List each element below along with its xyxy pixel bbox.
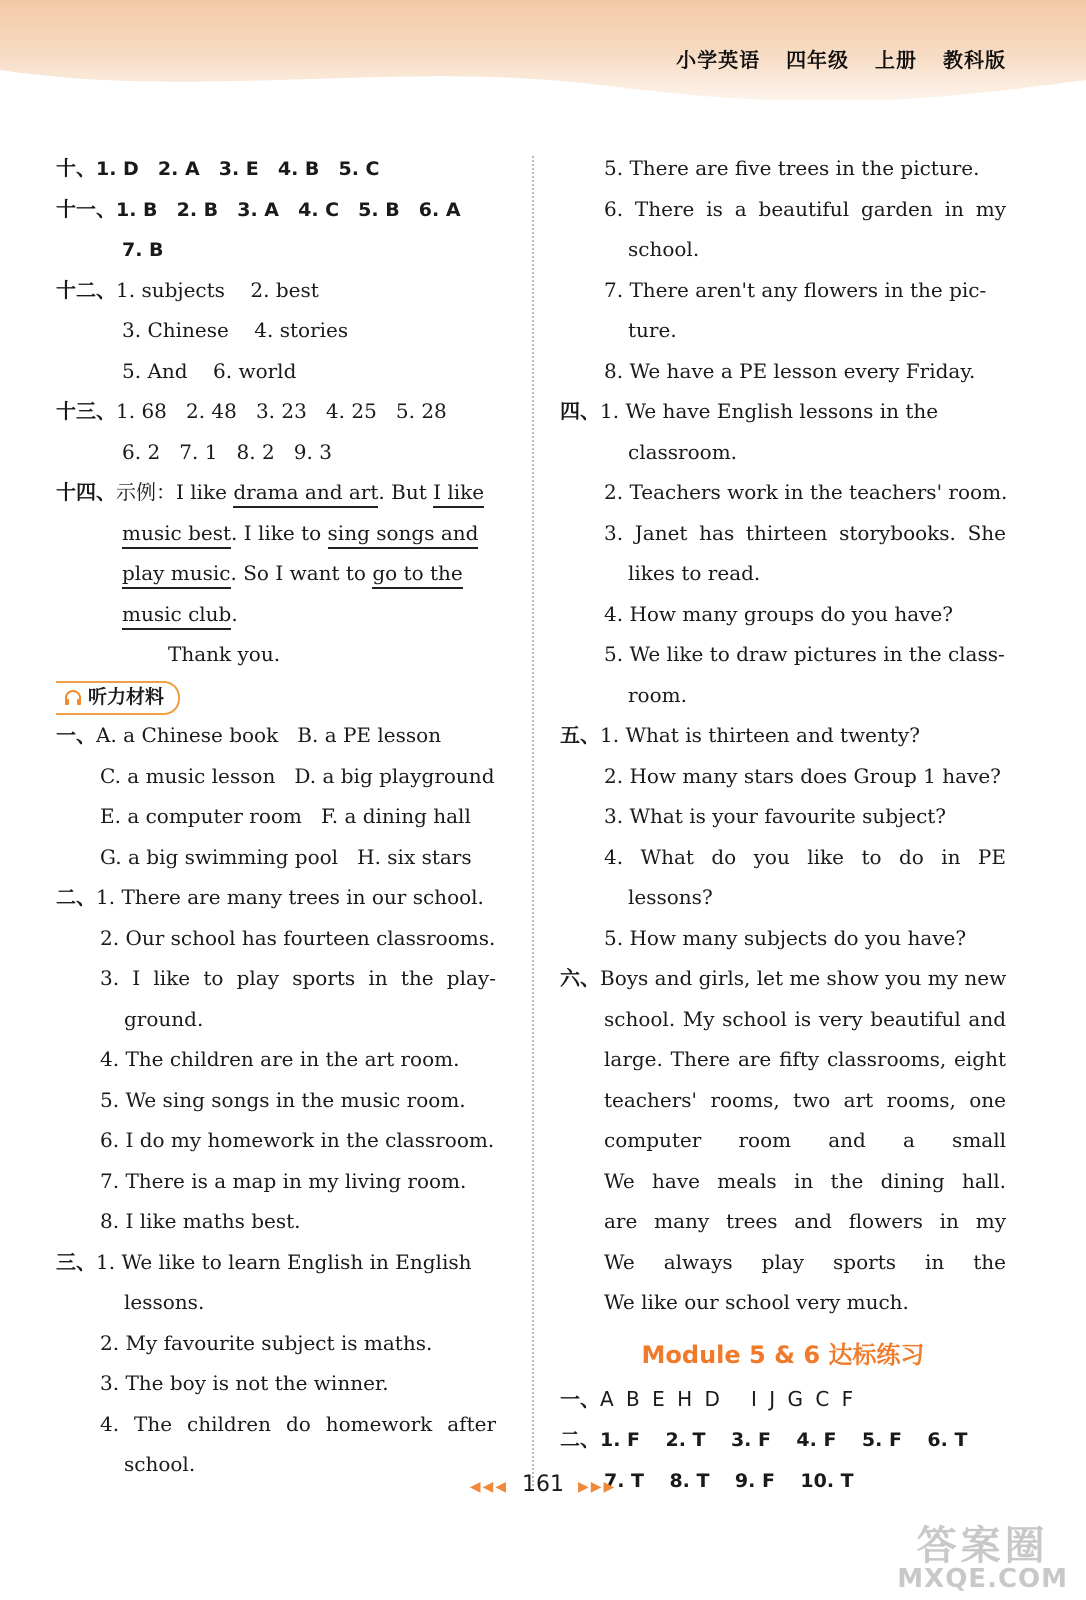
text: . So I want to <box>230 561 373 585</box>
item: G. a big swimming pool <box>100 844 339 869</box>
listening-4-row <box>560 675 1006 716</box>
answer: 6. 2 <box>122 439 161 464</box>
section-11-cont <box>56 229 496 270</box>
answer: 5. 28 <box>395 399 447 423</box>
listening-2-row <box>56 1201 496 1242</box>
item: E. a computer room <box>100 804 302 828</box>
passage-line: school. My school is very beautiful and <box>604 1006 1006 1031</box>
text: . I like to <box>231 520 328 545</box>
edition: 教科版 <box>943 48 1006 72</box>
watermark-logo: 答案圈 <box>916 1523 1049 1569</box>
sentence: 5. We sing songs in the music room. <box>100 1087 466 1112</box>
sentence: lessons. <box>124 1290 205 1314</box>
underlined-answer: music best <box>122 521 231 549</box>
section-13-row <box>56 432 496 473</box>
passage-row <box>560 1201 1006 1242</box>
listening-5-row <box>560 877 1006 918</box>
sentence: 2. Our school has fourteen classrooms. <box>100 925 496 950</box>
left-arrows-icon: ◀◀◀ <box>469 1479 508 1495</box>
section-label: 五、 <box>560 723 600 747</box>
answer: 10. T <box>800 1469 854 1492</box>
answer: 4. C <box>298 198 340 221</box>
listening-2 <box>56 877 496 918</box>
section-label: 一、 <box>560 1386 600 1411</box>
answer: 3. A <box>237 198 280 221</box>
passage-line: large. There are fifty classrooms, eight <box>604 1047 1006 1071</box>
section-label: 十二、 <box>56 277 116 302</box>
passage-line: We like our school very much. <box>604 1290 909 1314</box>
answer: 5. B <box>358 198 400 221</box>
listening-3-row <box>56 1404 496 1445</box>
sentence: 6. There is a beautiful garden in my <box>604 196 1006 221</box>
listening-1-row <box>56 796 496 837</box>
listening-3-row <box>56 1363 496 1404</box>
listening-2-row <box>56 918 496 959</box>
listening-1-row <box>56 756 496 797</box>
thanks-line <box>56 634 496 675</box>
answer: 4. B <box>277 158 320 180</box>
section-label: 六、 <box>560 966 600 990</box>
answer: 6. T <box>927 1429 968 1451</box>
sentence: 7. There aren't any flowers in the pic- <box>604 277 987 302</box>
listening-2-row <box>56 1120 496 1161</box>
module-section-1 <box>560 1379 1006 1420</box>
sentence: school. <box>628 237 700 261</box>
text: . But <box>378 480 434 504</box>
section-label: 二、 <box>56 885 96 909</box>
book-info <box>658 44 1006 73</box>
listening-3-row <box>560 351 1006 392</box>
listening-3-row <box>560 270 1006 311</box>
listening-heading-row <box>56 675 496 716</box>
column-divider <box>532 156 534 1486</box>
item: F. a dining hall <box>320 804 471 828</box>
passage-line: We always play sports in the <box>604 1249 1006 1274</box>
sentence: 4. What do you like to do in PE <box>604 844 1006 869</box>
sentence: 5. There are five trees in the picture. <box>604 156 980 180</box>
answer: 2. 48 <box>185 399 237 423</box>
answer-sequence: A B E H D I J G C F <box>600 1386 857 1411</box>
section-11 <box>56 189 496 230</box>
section-label: 一、 <box>56 723 96 747</box>
listening-4-row <box>560 594 1006 635</box>
right-arrows-icon: ▶▶▶ <box>578 1479 617 1495</box>
passage-line: teachers' rooms, two art rooms, one <box>604 1087 1006 1112</box>
sentence: 1. We have English lessons in the <box>600 399 939 423</box>
answer: 3. Chinese <box>122 318 229 342</box>
sentence: 4. How many groups do you have? <box>604 601 953 626</box>
answer: 3. E <box>218 158 259 180</box>
listening-5-row <box>560 756 1006 797</box>
answer: 1. B <box>116 198 158 221</box>
answer: 3. 23 <box>255 399 307 423</box>
sentence: ture. <box>628 318 677 342</box>
section-14-row <box>56 594 496 635</box>
passage-row <box>560 999 1006 1040</box>
answer: 7. B <box>122 239 164 261</box>
section-13 <box>56 391 496 432</box>
section-label: 十、 <box>56 156 96 180</box>
listening-3-row <box>56 1282 496 1323</box>
text: . <box>231 601 238 626</box>
section-12-row <box>56 310 496 351</box>
sentence: 5. We like to draw pictures in the class- <box>604 642 1005 666</box>
underlined-answer: drama and art <box>233 480 378 508</box>
passage-line: Boys and girls, let me show you my new <box>600 966 1007 990</box>
answer: 4. 25 <box>325 399 377 423</box>
item: A. a Chinese book <box>96 723 279 747</box>
answer: 2. best <box>250 277 319 302</box>
page-footer <box>0 1469 1086 1497</box>
underlined-answer: I like <box>433 480 484 508</box>
sentence: 4. The children are in the art room. <box>100 1047 460 1071</box>
page-number: 161 <box>522 1472 564 1497</box>
passage-row <box>560 1282 1006 1323</box>
listening-2-row <box>56 958 496 999</box>
answer: 8. 2 <box>236 439 275 464</box>
section-10 <box>56 148 496 189</box>
underlined-answer: play music <box>122 561 231 589</box>
answer: 4. stories <box>254 318 349 342</box>
underlined-answer: music club <box>122 602 231 630</box>
answer: 1. 68 <box>116 399 167 423</box>
sentence: 1. There are many trees in our school. <box>96 885 484 909</box>
answer: 2. A <box>157 158 200 180</box>
listening-5 <box>560 715 1006 756</box>
listening-3 <box>56 1242 496 1283</box>
example-label: 示例： <box>116 480 176 504</box>
listening-5-row <box>560 918 1006 959</box>
item: B. a PE lesson <box>297 723 442 747</box>
answer: 2. T <box>665 1429 706 1451</box>
section-12-row <box>56 351 496 392</box>
sentence: room. <box>628 682 687 707</box>
answer: 2. B <box>176 198 219 221</box>
sentence: 2. Teachers work in the teachers' room. <box>604 480 1008 504</box>
answer: 9. 3 <box>293 439 332 464</box>
answer: 1. F <box>600 1429 641 1451</box>
sentence: 7. There is a map in my living room. <box>100 1168 467 1193</box>
text: I like <box>176 480 234 504</box>
listening-1-row <box>56 837 496 878</box>
answer: 8. T <box>669 1469 710 1492</box>
sentence: 3. Janet has thirteen storybooks. She <box>604 520 1006 545</box>
section-label: 四、 <box>560 399 600 423</box>
sentence: likes to read. <box>628 561 761 585</box>
listening-5-row <box>560 837 1006 878</box>
sentence: 2. My favourite subject is maths. <box>100 1330 433 1355</box>
sentence: ground. <box>124 1006 204 1031</box>
listening-3-row <box>560 310 1006 351</box>
sentence: 3. The boy is not the winner. <box>100 1371 389 1395</box>
sentence: 1. We like to learn English in English <box>96 1249 472 1274</box>
answer: 5. F <box>861 1429 902 1451</box>
passage-row <box>560 1161 1006 1202</box>
section-14-row <box>56 553 496 594</box>
sentence: 5. How many subjects do you have? <box>604 925 967 950</box>
section-14-row <box>56 513 496 554</box>
listening-3-row <box>560 229 1006 270</box>
item: D. a big playground <box>294 763 495 788</box>
sentence: school. <box>124 1452 196 1476</box>
listening-4-row <box>560 553 1006 594</box>
module-section-2 <box>560 1419 1006 1460</box>
sentence: 8. I like maths best. <box>100 1209 301 1233</box>
left-column <box>56 148 496 1485</box>
passage-row <box>560 1242 1006 1283</box>
item: C. a music lesson <box>100 763 276 788</box>
sentence: 6. I do my homework in the classroom. <box>100 1128 495 1152</box>
section-label: 十一、 <box>56 196 116 221</box>
sentence: 8. We have a PE lesson every Friday. <box>604 358 976 383</box>
listening-3-row <box>56 1323 496 1364</box>
answer: 7. T <box>604 1469 645 1492</box>
sentence: 2. How many stars does Group 1 have? <box>604 763 1001 788</box>
passage-line: are many trees and flowers in my <box>604 1209 1006 1233</box>
underlined-answer: sing songs and <box>328 521 479 549</box>
listening-label: 听力材料 <box>88 686 165 709</box>
passage-row <box>560 1080 1006 1121</box>
listening-2-row <box>56 999 496 1040</box>
answer: 1. subjects <box>116 277 225 302</box>
section-label: 十三、 <box>56 399 116 423</box>
listening-materials-tag <box>56 681 180 715</box>
answer: 6. A <box>418 198 461 221</box>
sentence: 1. What is thirteen and twenty? <box>600 723 920 747</box>
underlined-answer: go to the <box>372 561 462 589</box>
passage-line: computer room and a small <box>604 1128 1006 1152</box>
subject: 小学英语 <box>676 48 761 72</box>
sentence: 4. The children do homework after <box>100 1411 496 1436</box>
section-label: 三、 <box>56 1249 96 1274</box>
listening-2-row <box>56 1161 496 1202</box>
section-label: 二、 <box>560 1427 600 1451</box>
item: H. six stars <box>357 844 472 869</box>
sentence: lessons? <box>628 885 713 909</box>
right-column <box>560 148 1006 1500</box>
answer: 5. And <box>122 358 188 383</box>
section-14 <box>56 472 496 513</box>
answer: 6. world <box>213 358 297 383</box>
section-label: 十四、 <box>56 480 116 504</box>
watermark-url: MXQE.COM <box>897 1564 1068 1594</box>
passage-row <box>560 1039 1006 1080</box>
listening-3-row <box>560 148 1006 189</box>
watermark <box>897 1523 1068 1594</box>
answer: 3. F <box>730 1429 771 1451</box>
listening-4-row <box>560 472 1006 513</box>
listening-5-row <box>560 796 1006 837</box>
listening-6 <box>560 958 1006 999</box>
headphones-icon <box>64 689 82 707</box>
answer: 1. D <box>96 158 139 180</box>
listening-1 <box>56 715 496 756</box>
module-title: Module 5 & 6 达标练习 <box>641 1340 925 1369</box>
passage-row <box>560 1120 1006 1161</box>
listening-4-row <box>560 634 1006 675</box>
listening-3-row <box>560 189 1006 230</box>
section-12 <box>56 270 496 311</box>
listening-4 <box>560 391 1006 432</box>
sentence: 3. What is your favourite subject? <box>604 804 947 828</box>
volume: 上册 <box>875 48 918 72</box>
listening-2-row <box>56 1080 496 1121</box>
answer: 9. F <box>734 1469 775 1492</box>
grade: 四年级 <box>786 48 850 72</box>
thanks: Thank you. <box>168 642 281 666</box>
answer: 7. 1 <box>179 439 218 464</box>
sentence: 3. I like to play sports in the play- <box>100 966 496 990</box>
sentence: classroom. <box>628 439 738 464</box>
answer: 5. C <box>338 158 380 180</box>
listening-2-row <box>56 1039 496 1080</box>
listening-4-row <box>560 513 1006 554</box>
answer: 4. F <box>796 1429 837 1451</box>
listening-4-row <box>560 432 1006 473</box>
passage-line: We have meals in the dining hall. <box>604 1168 1006 1193</box>
